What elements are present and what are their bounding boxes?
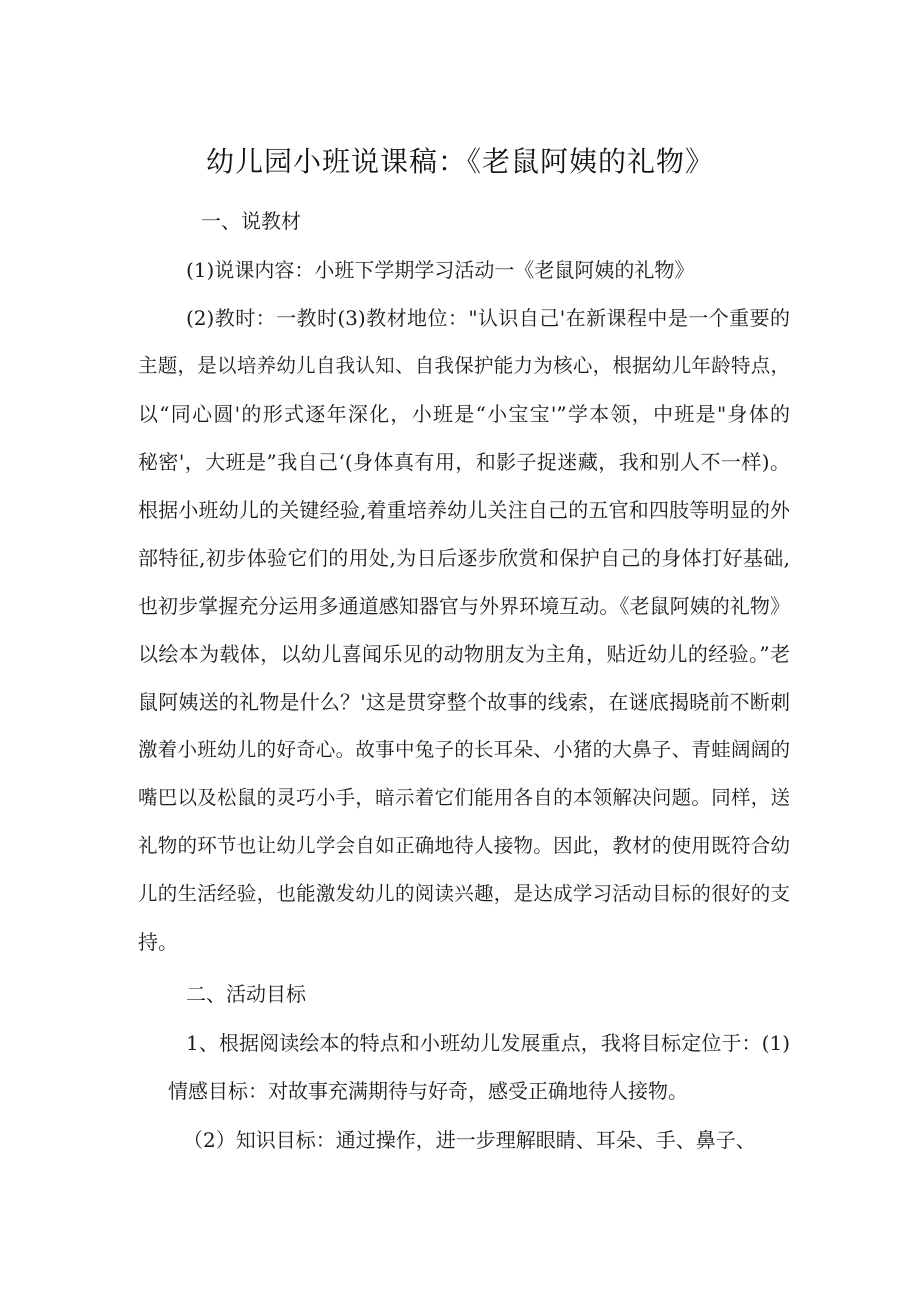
paragraph-line: 以“同心圆'的形式逐年深化，小班是“小宝宝'”学本领，中班是"身体的: [138, 402, 790, 426]
paragraph-line: (1)说课内容：小班下学期学习活动一《老鼠阿姨的礼物》: [186, 258, 695, 282]
paragraph-line: 嘴巴以及松鼠的灵巧小手，暗示着它们能用各自的本领解决问题。同样，送: [138, 786, 790, 809]
paragraph-line: 也初步掌握充分运用多通道感知器官与外界环境互动。《老鼠阿姨的礼物》: [138, 594, 790, 618]
paragraph-line: 礼物的环节也让幼儿学会自如正确地待人接物。因此，教材的使用既符合幼: [138, 834, 790, 857]
paragraph-line: 激着小班幼儿的好奇心。故事中兔子的长耳朵、小猪的大鼻子、青蛙阔阔的: [138, 738, 790, 761]
paragraph-line: 秘密'，大班是”我自己‘(身体真有用，和影子捉迷藏，我和别人不一样)。: [138, 450, 790, 474]
paragraph-line: 主题，是以培养幼儿自我认知、自我保护能力为核心，根据幼儿年龄特点，: [138, 354, 790, 377]
paragraph-line: 根据小班幼儿的关键经验,着重培养幼儿关注自己的五官和四肢等明显的外: [138, 498, 790, 522]
section-heading-activity-goals: 二、活动目标: [186, 982, 306, 1006]
paragraph-line: 持。: [138, 930, 178, 954]
paragraph-line: 1、根据阅读绘本的特点和小班幼儿发展重点，我将目标定位于：(1): [186, 1031, 790, 1055]
paragraph-line: 以绘本为载体，以幼儿喜闻乐见的动物朋友为主角，贴近幼儿的经验。”老: [138, 642, 790, 666]
paragraph-line: 儿的生活经验，也能激发幼儿的阅读兴趣，是达成学习活动目标的很好的支: [138, 882, 790, 905]
paragraph-line: 部特征,初步体验它们的用处,为日后逐步欣赏和保护自己的身体打好基础,: [138, 546, 790, 570]
paragraph-line: 情感目标：对故事充满期待与好奇，感受正确地待人接物。: [168, 1079, 688, 1103]
document-title: 幼儿园小班说课稿：《老鼠阿姨的礼物》: [205, 145, 714, 178]
paragraph-line: (2)教时：一教时(3)教材地位："认识自己'在新课程中是一个重要的: [186, 306, 790, 330]
paragraph-line: （2）知识目标：通过操作，进一步理解眼睛、耳朵、手、鼻子、: [183, 1128, 756, 1152]
paragraph-line: 鼠阿姨送的礼物是什么？'这是贯穿整个故事的线索，在谜底揭晓前不断刺: [138, 690, 790, 714]
section-heading-teaching-material: 一、说教材: [201, 209, 301, 233]
